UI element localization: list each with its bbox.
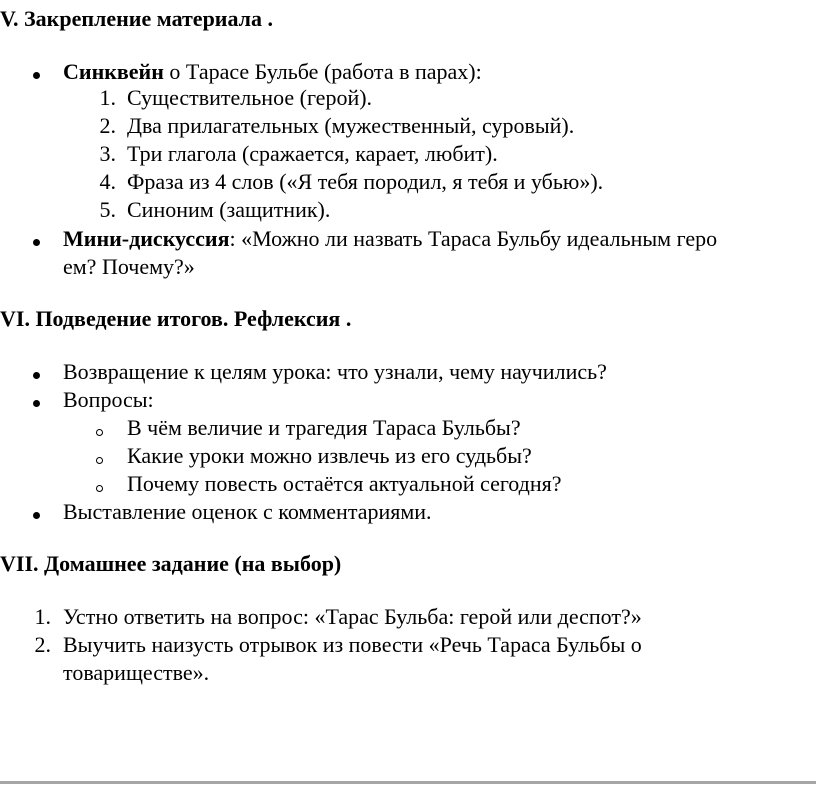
list-item: Устно ответить на вопрос: «Тарас Бульба: герой или деспот?» bbox=[63, 604, 642, 629]
circle-bullet-icon bbox=[96, 485, 103, 492]
bullet-icon bbox=[33, 400, 40, 407]
sinkwein-text: о Тарасе Бульбе (работа в парах): bbox=[163, 59, 482, 84]
circle-bullet-icon bbox=[96, 457, 103, 464]
discussion-continuation: ем? Почему?» bbox=[63, 254, 195, 279]
list-number: 4. bbox=[99, 169, 116, 194]
list-item: Возвращение к целям урока: что узнали, чему научились? bbox=[63, 359, 607, 384]
bullet-icon bbox=[33, 372, 40, 379]
list-item: Вопросы: bbox=[63, 387, 154, 412]
list-number: 1. bbox=[34, 604, 51, 629]
sub-list-item: Какие уроки можно извлечь из его судьбы? bbox=[127, 443, 532, 468]
list-number: 1. bbox=[99, 85, 116, 110]
discussion-term: Мини-дискуссия bbox=[63, 226, 230, 251]
section-5-heading: V. Закрепление материала . bbox=[0, 6, 274, 31]
discussion-item bbox=[63, 224, 816, 254]
circle-bullet-icon bbox=[96, 429, 103, 436]
discussion-text: : «Можно ли назвать Тараса Бульбу идеальным геро bbox=[229, 226, 718, 251]
bullet-icon bbox=[33, 239, 40, 246]
list-number: 3. bbox=[99, 141, 116, 166]
list-item: Фраза из 4 слов («Я тебя породил, я тебя и убью»). bbox=[127, 169, 604, 194]
list-number: 5. bbox=[99, 197, 116, 222]
list-number: 2. bbox=[34, 632, 51, 657]
list-item: Синоним (защитник). bbox=[127, 197, 331, 222]
sub-list-item: В чём величие и трагедия Тараса Бульбы? bbox=[127, 415, 521, 440]
bullet-icon bbox=[33, 72, 40, 79]
list-item: Существительное (герой). bbox=[127, 85, 373, 110]
bottom-divider bbox=[0, 781, 816, 784]
list-number: 2. bbox=[99, 113, 116, 138]
list-item: Два прилагательных (мужественный, суровый). bbox=[127, 113, 575, 138]
list-item: Выучить наизусть отрывок из повести «Речь Тараса Бульбы о bbox=[63, 632, 642, 657]
list-item: Выставление оценок с комментариями. bbox=[63, 499, 432, 524]
list-item: Три глагола (сражается, карает, любит). bbox=[127, 141, 498, 166]
list-item-continuation: товариществе». bbox=[63, 660, 210, 685]
sinkwein-term: Синквейн bbox=[63, 59, 164, 84]
section-7-heading: VII. Домашнее задание (на выбор) bbox=[0, 551, 342, 576]
sub-list-item: Почему повесть остаётся актуальной сегодня? bbox=[127, 471, 562, 496]
bullet-icon bbox=[33, 512, 40, 519]
section-6-heading: VI. Подведение итогов. Рефлексия . bbox=[0, 306, 352, 331]
